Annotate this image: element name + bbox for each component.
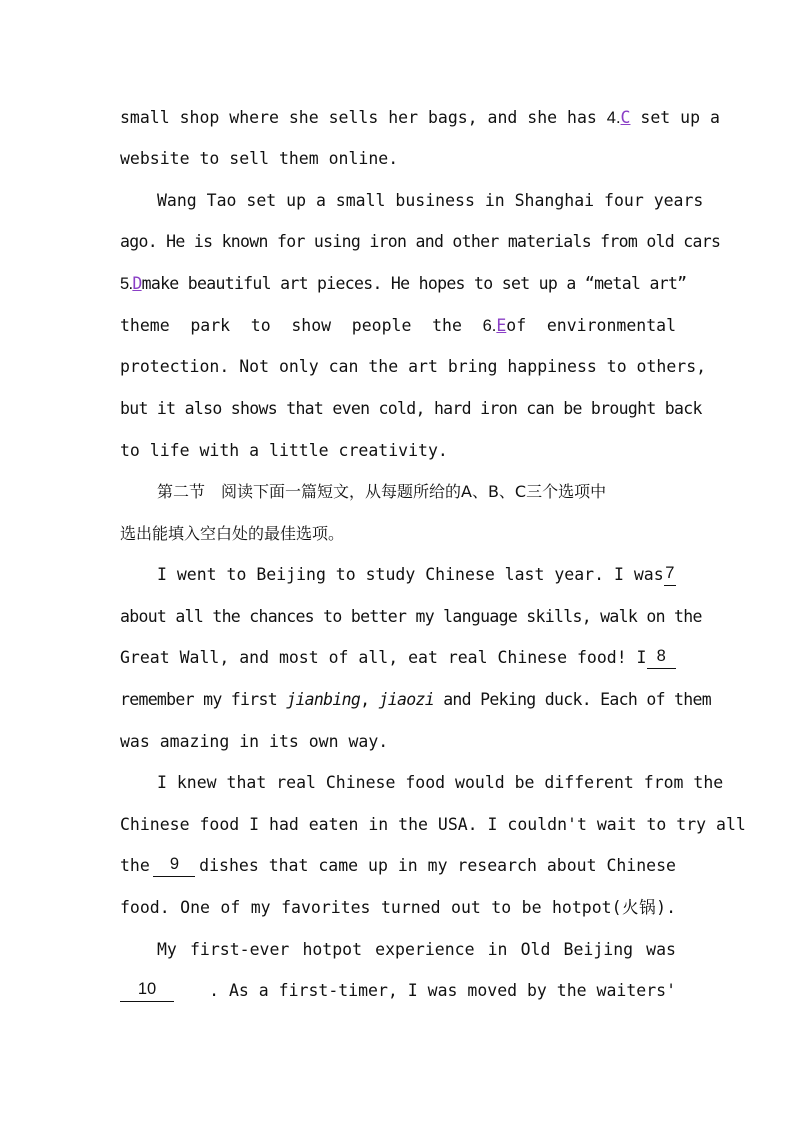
passage-line: website to sell them online. (120, 149, 399, 168)
text-run: make beautiful art pieces. He hopes to set up a “metal art” (141, 274, 687, 293)
passage-line: food. One of my favorites turned out to be hotpot(火锅). (120, 898, 676, 917)
word: show (291, 316, 332, 335)
blank-9[interactable]: 9 (153, 855, 195, 877)
text-run: Great Wall, and most of all, eat real Chinese food! I (120, 648, 647, 667)
italic-word: jiaozi (378, 690, 434, 709)
italic-word: jianbing (286, 690, 361, 709)
answer-mark: E (496, 316, 507, 335)
word: people (351, 316, 412, 335)
word: theme (120, 316, 170, 335)
passage-line: protection. Not only can the art bring happiness to others, (120, 357, 707, 376)
blank-10[interactable]: 10 (120, 980, 174, 1002)
section-heading: 第二节 阅读下面一篇短文，从每题所给的A、B、C三个选项中 (157, 482, 607, 501)
passage-line: I knew that real Chinese food would be different from the (157, 773, 724, 792)
passage-line: but it also shows that even cold, hard iron can be brought back (120, 399, 702, 418)
text-run: and Peking duck. Each of them (433, 690, 711, 709)
passage-line (120, 855, 676, 877)
question-number: 6. (482, 317, 497, 335)
passage-line (120, 689, 711, 711)
blank-8[interactable]: 8 (647, 647, 677, 669)
passage-line: My first-ever hotpot experience in Old Beijing was (157, 940, 676, 959)
passage-line: Wang Tao set up a small business in Shanghai four years (157, 191, 704, 210)
passage-line (120, 107, 720, 129)
blank-7[interactable]: 7 (664, 564, 676, 586)
text-run: small shop where she sells her bags, and she has (120, 108, 607, 127)
text-run: , (360, 690, 379, 709)
passage-line (120, 980, 676, 1002)
word: environmental (546, 316, 676, 335)
text-run: dishes that came up in my research about Chinese (199, 856, 676, 875)
answer-mark: D (132, 274, 142, 293)
text-run: remember my first (120, 690, 287, 709)
word: park (190, 316, 231, 335)
passage-line: about all the chances to better my language skills, walk on the (120, 607, 702, 626)
question-6: 6.Eof (482, 316, 527, 335)
question-number: 5. (120, 275, 133, 293)
word: the (432, 316, 462, 335)
passage-line (120, 315, 676, 337)
text-run: I went to Beijing to study Chinese last year. I was (157, 565, 664, 584)
passage-line (120, 647, 676, 669)
text-run: set up a (630, 108, 720, 127)
word: to (250, 316, 271, 335)
passage-line: was amazing in its own way. (120, 732, 389, 751)
text-run: the (120, 856, 150, 875)
passage-line (157, 564, 676, 586)
passage-line: to life with a little creativity. (120, 441, 448, 460)
answer-mark: C (620, 108, 631, 127)
passage-line: ago. He is known for using iron and other materials from old cars (120, 232, 721, 251)
passage-line: Chinese food I had eaten in the USA. I couldn't wait to try all (120, 815, 746, 834)
passage-line (120, 273, 687, 295)
section-heading-cont: 选出能填入空白处的最佳选项。 (120, 524, 345, 543)
text-run: . As a first-timer, I was moved by the waiters' (209, 981, 676, 1000)
question-number: 4. (606, 109, 621, 127)
